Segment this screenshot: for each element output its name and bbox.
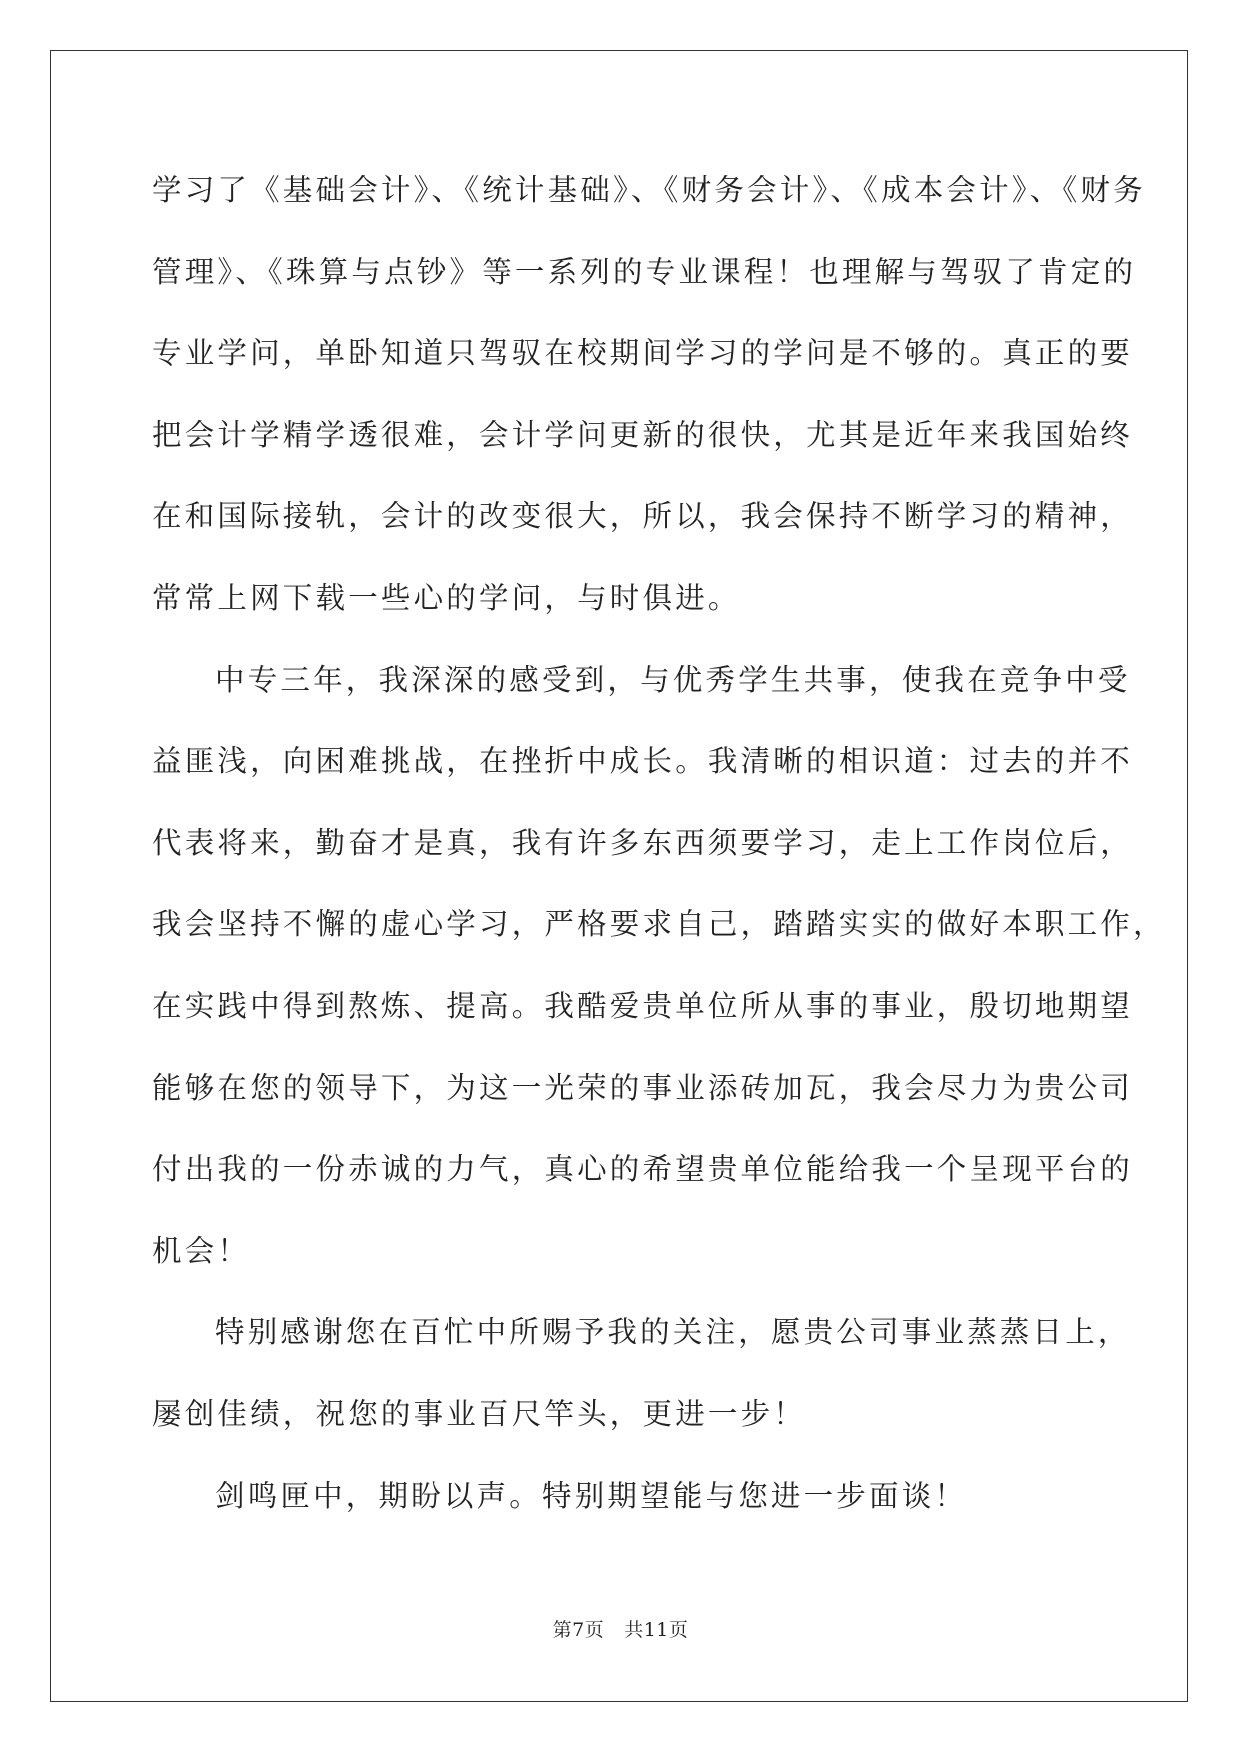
text-line: 在实践中得到熬炼、提高。我酷爱贵单位所从事的事业，殷切地期望 [152,988,1134,1023]
text-line: 专业学问，单卧知道只驾驭在校期间学习的学问是不够的。真正的要 [152,336,1134,371]
text-line: 管理》、《珠算与点钞》等一系列的专业课程！也理解与驾驭了肯定的 [152,254,1137,289]
page-number: 第7页 [552,1619,605,1641]
text-line: 付出我的一份赤诚的力气，真心的希望贵单位能给我一个呈现平台的 [152,1152,1134,1187]
text-line: 我会坚持不懈的虚心学习，严格要求自己，踏踏实实的做好本职工作， [152,907,1166,942]
page-total: 共11页 [624,1619,689,1641]
paragraph-start-line: 剑鸣匣中，期盼以声。特别期望能与您进一步面谈！ [215,1478,968,1513]
text-line: 在和国际接轨，会计的改变很大，所以，我会保持不断学习的精神， [152,499,1134,534]
text-line: 能够在您的领导下，为这一光荣的事业添砖加瓦，我会尽力为贵公司 [152,1070,1134,1105]
text-line: 机会！ [152,1233,251,1268]
text-line: 把会计学精学透很难，会计学问更新的很快，尤其是近年来我国始终 [152,417,1134,452]
text-line: 常常上网下载一些心的学问，与时俱进。 [152,580,741,615]
text-line: 代表将来，勤奋才是真，我有许多东西须要学习，走上工作岗位后， [152,825,1134,860]
text-line: 屡创佳绩，祝您的事业百尺竿头，更进一步！ [152,1396,807,1431]
page-footer [0,1615,1241,1642]
text-line: 学习了《基础会计》、《统计基础》、《财务会计》、《成本会计》、《财务 [152,173,1146,207]
letter-body [152,165,1166,1552]
paragraph-start-line: 中专三年，我深深的感受到，与优秀学生共事，使我在竞争中受 [215,662,1131,697]
text-line: 益匪浅，向困难挑战，在挫折中成长。我清晰的相识道：过去的并不 [152,744,1134,779]
paragraph-start-line: 特别感谢您在百忙中所赐予我的关注，愿贵公司事业蒸蒸日上， [215,1315,1131,1350]
